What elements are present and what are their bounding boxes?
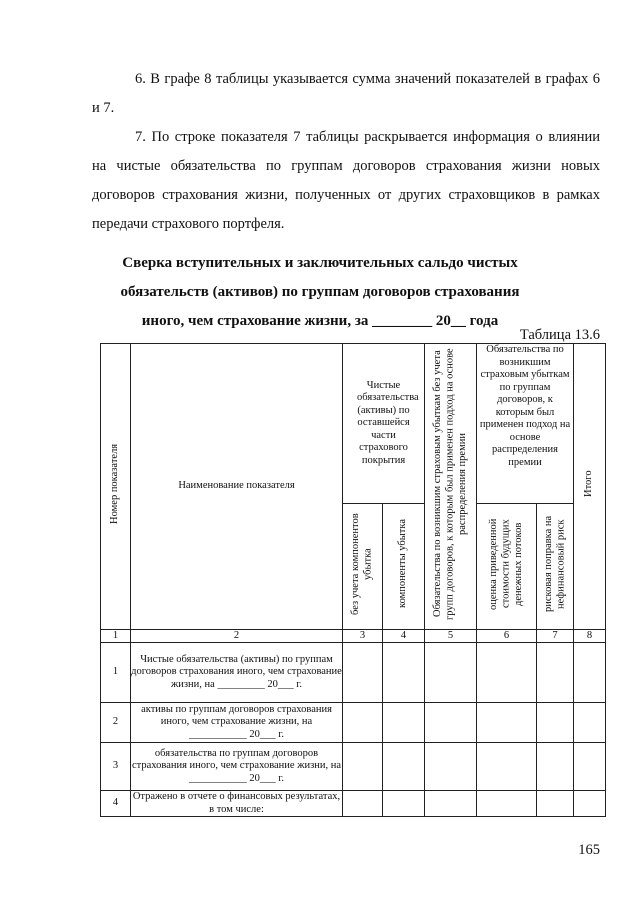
row-name: активы по группам договоров страхования иного, чем страхование жизни, на ___________ 20___ г. — [131, 703, 343, 743]
header-loss-component: компоненты убытка — [383, 504, 425, 630]
row-name: Отражено в отчете о финансовых результатах, в том числе: — [131, 791, 343, 817]
column-number: 5 — [425, 629, 477, 643]
row-name: обязательства по группам договоров страхования иного, чем страхование жизни, на ___________ 20___ г. — [131, 743, 343, 791]
table-row — [101, 743, 606, 791]
row-number: 4 — [101, 791, 131, 817]
header-no-loss-component: без учета компонентов убытка — [343, 504, 383, 630]
column-number: 6 — [477, 629, 537, 643]
header-total: Итого — [574, 344, 606, 630]
header-number: Номер показателя — [101, 344, 131, 630]
header-present-value: оценка приведенной стоимости будущих денежных потоков — [477, 504, 537, 630]
header-remaining-coverage: Чистые обязательства (активы) по оставшейся части страхового покрытия — [343, 344, 425, 504]
paragraph-7: 7. По строке показателя 7 таблицы раскрывается информация о влиянии на чистые обязательства по группам договоров страхования жизни новых договоров страхования жизни, полученных от других страховщиков в рамках передачи страхового портфеля. — [92, 129, 600, 232]
page-number: 165 — [578, 842, 600, 858]
column-number: 2 — [131, 629, 343, 643]
table-row — [101, 703, 606, 743]
row-number: 2 — [101, 703, 131, 743]
column-number: 4 — [383, 629, 425, 643]
paragraph-6: 6. В графе 8 таблицы указывается сумма значений показателей в графах 6 и 7. — [92, 71, 600, 116]
column-numbers-row — [101, 629, 606, 643]
column-number: 3 — [343, 629, 383, 643]
table-title: Сверка вступительных и заключительных сальдо чистых обязательств (активов) по группам договоров страхования иного, чем страхование жизни, за ________ 20__ года — [120, 255, 520, 329]
table-row — [101, 791, 606, 817]
header-risk-adjustment: рисковая поправка на нефинансовый риск — [537, 504, 574, 630]
row-number: 3 — [101, 743, 131, 791]
header-name: Наименование показателя — [131, 344, 343, 630]
column-number: 8 — [574, 629, 606, 643]
reconciliation-table — [100, 343, 606, 817]
table-label: Таблица 13.6 — [519, 327, 600, 343]
header-claims-no-paa: Обязательства по возникшим страховым убыткам без учета групп договоров, к которым был применен подход на основе распределения премии — [425, 344, 477, 630]
table-row — [101, 643, 606, 703]
column-number: 7 — [537, 629, 574, 643]
row-name: Чистые обязательства (активы) по группам договоров страхования иного, чем страхование жизни, на _________ 20___ г. — [131, 643, 343, 703]
header-claims-paa: Обязательства по возникшим страховым убыткам по группам договоров, к которым был применен подход на основе распределения премии — [477, 344, 574, 504]
row-number: 1 — [101, 643, 131, 703]
column-number: 1 — [101, 629, 131, 643]
